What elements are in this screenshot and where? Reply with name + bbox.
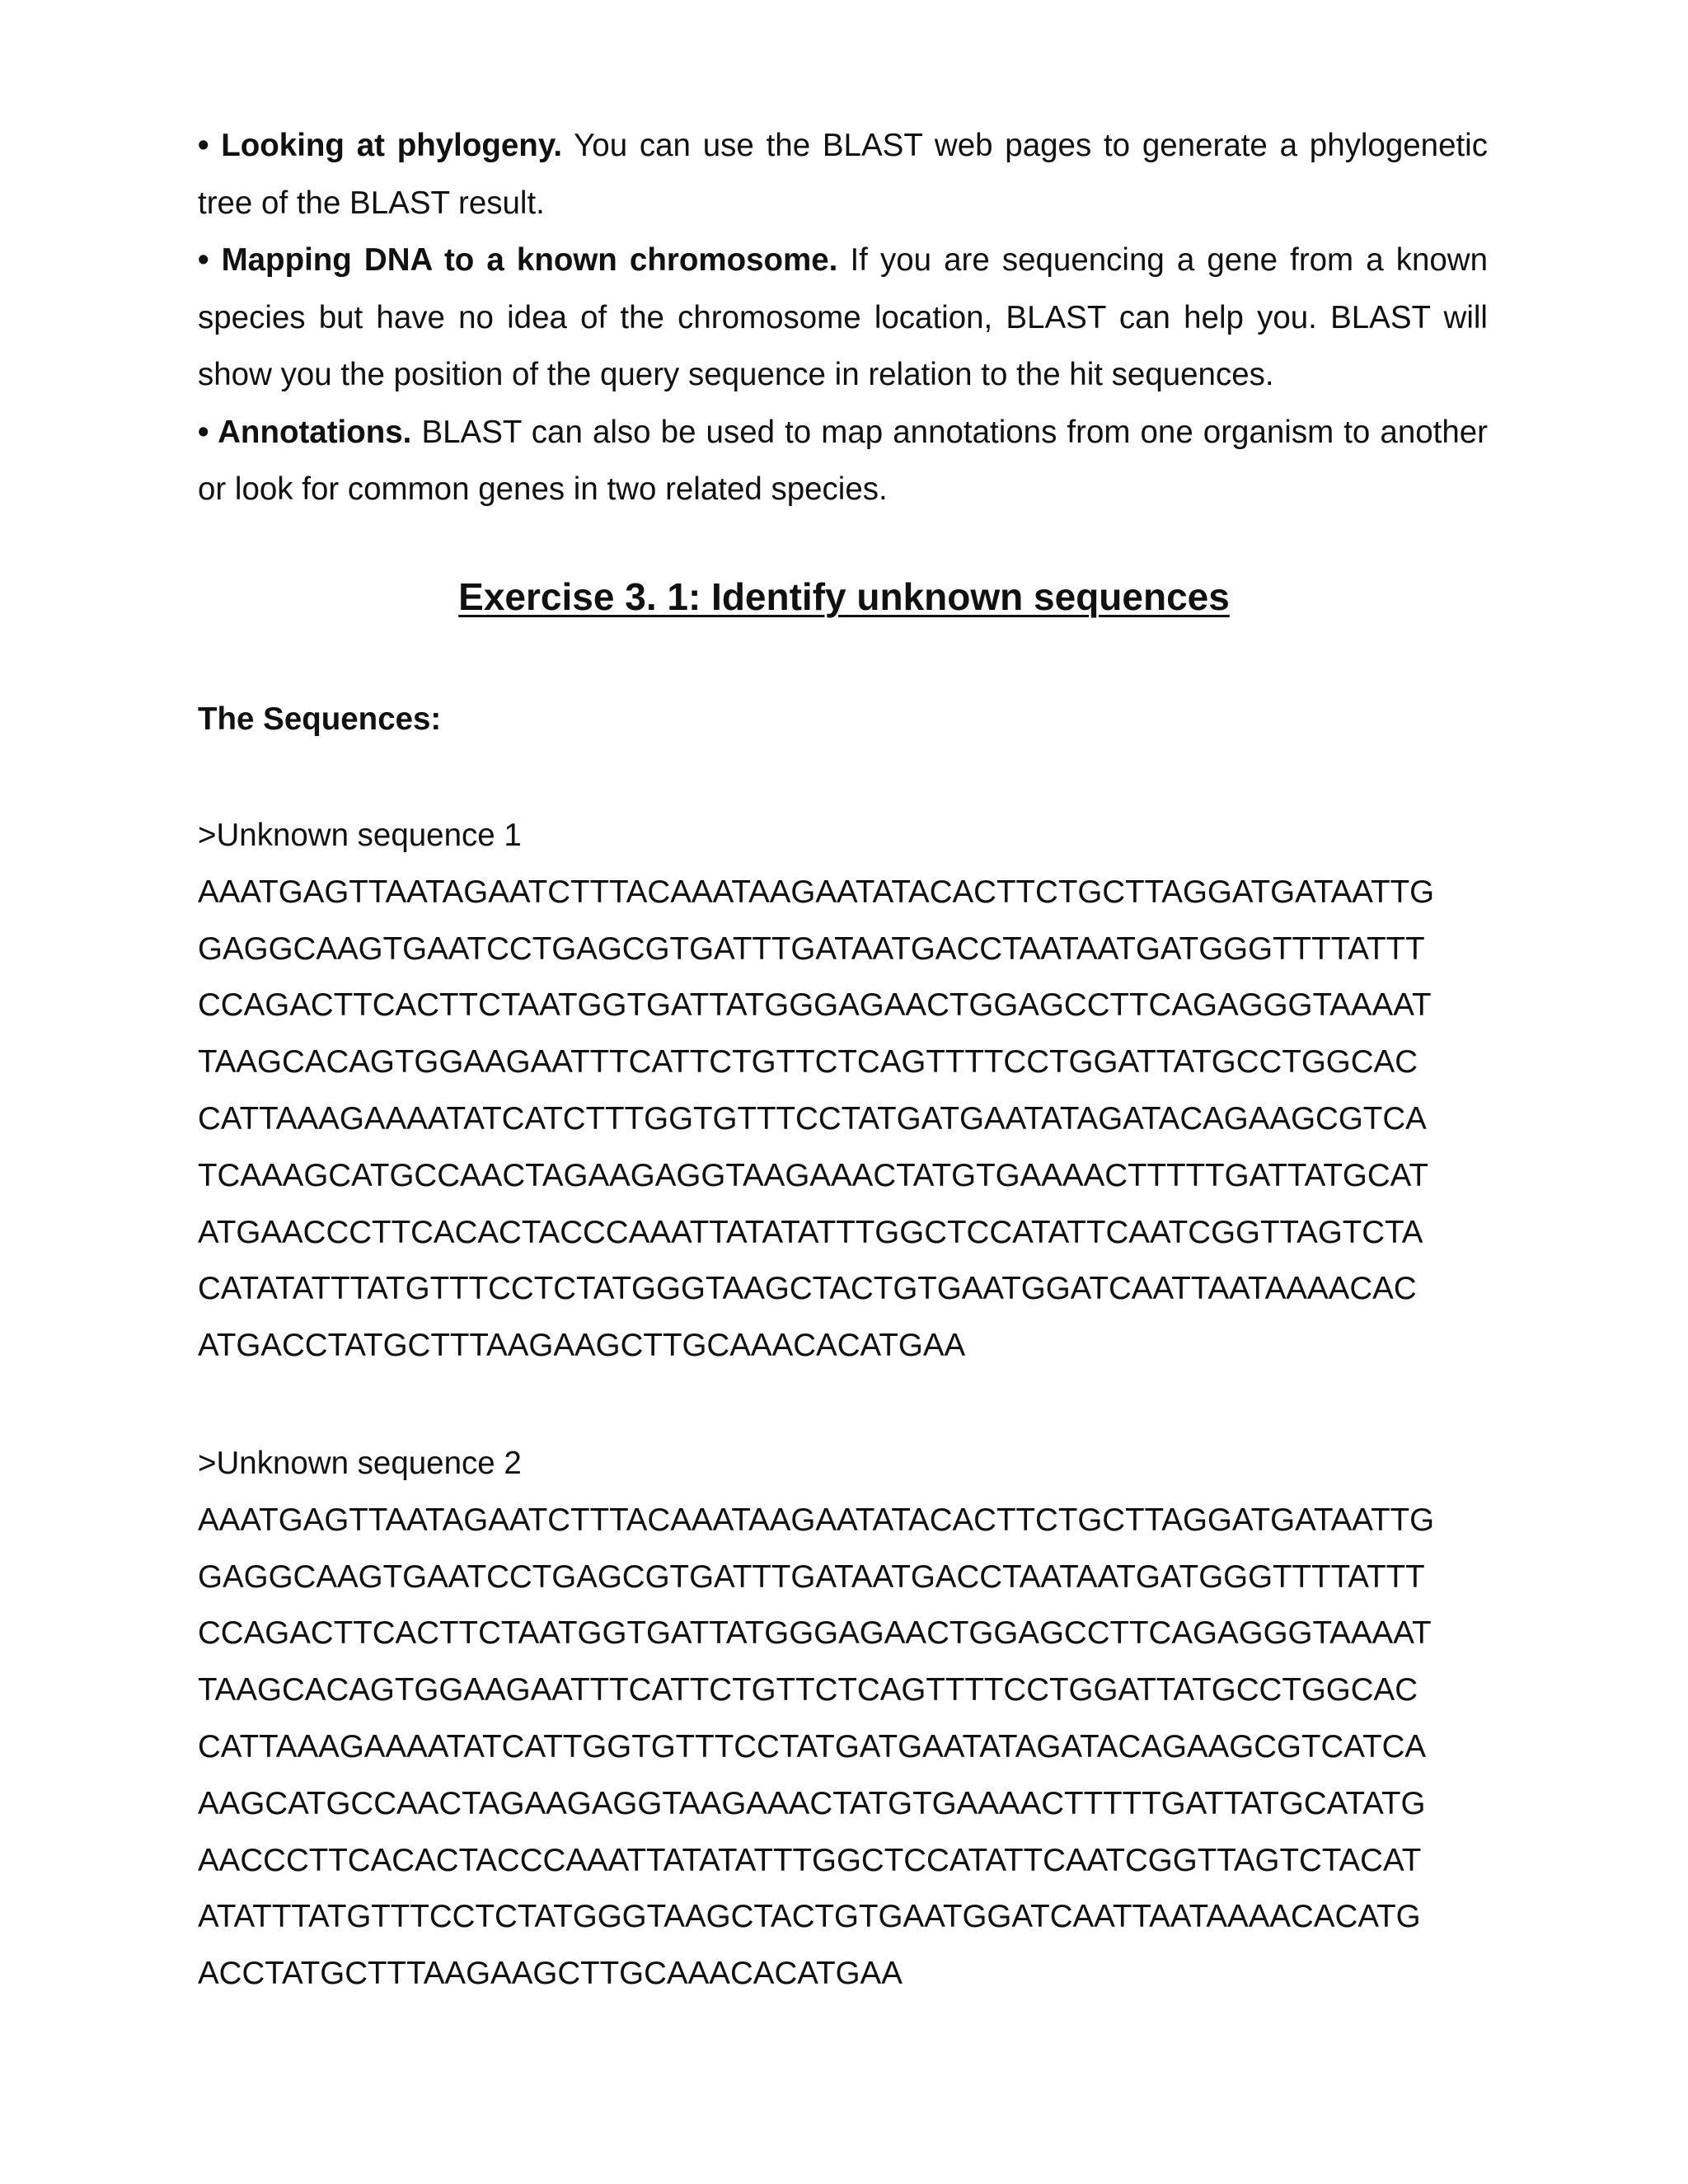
sequence-line: CATATATTTATGTTTCCTCTATGGGTAAGCTACTGTGAATGGATCAATTAATAAAACAC xyxy=(198,1271,1417,1307)
bullet-phylogeny xyxy=(198,117,1488,232)
sequence-line: ATGAACCCTTCACACTACCCAAATTATATATTTGGCTCCATATTCAATCGGTTAGTCTA xyxy=(198,1214,1423,1250)
bullet-annotations xyxy=(198,404,1488,518)
sequence-line: GAGGCAAGTGAATCCTGAGCGTGATTTGATAATGACCTAATAATGATGGGTTTTATTT xyxy=(198,930,1425,967)
sequence-line: CCAGACTTCACTTCTAATGGTGATTATGGGAGAACTGGAGCCTTCAGAGGGTAAAAT xyxy=(198,1615,1432,1652)
exercise-title: Exercise 3. 1: Identify unknown sequences xyxy=(458,575,1230,618)
sequence-line: CATTAAAGAAAATATCATTGGTGTTTCCTATGATGAATATAGATACAGAAGCGTCATCA xyxy=(198,1728,1427,1765)
bullet-mapping-dna xyxy=(198,232,1488,404)
sequence-line: ATATTTATGTTTCCTCTATGGGTAAGCTACTGTGAATGGATCAATTAATAAAACACATG xyxy=(198,1899,1421,1935)
sequence-line: AAGCATGCCAACTAGAAGAGGTAAGAAACTATGTGAAAACTTTTTGATTATGCATATG xyxy=(198,1785,1426,1821)
bullet-title: • Annotations. xyxy=(198,414,412,450)
bullet-title: • Mapping DNA to a known chromosome. xyxy=(198,242,838,278)
sequence-line: CATTAAAGAAAATATCATCTTTGGTGTTTCCTATGATGAATATAGATACAGAAGCGTCA xyxy=(198,1100,1427,1137)
sequence-line: TAAGCACAGTGGAAGAATTTCATTCTGTTCTCAGTTTTCCTGGATTATGCCTGGCAC xyxy=(198,1044,1418,1080)
sequences-heading: The Sequences: xyxy=(198,701,442,737)
sequence-line: TCAAAGCATGCCAACTAGAAGAGGTAAGAAACTATGTGAAAACTTTTTGATTATGCAT xyxy=(198,1157,1429,1193)
bullet-list xyxy=(198,117,1488,518)
sequence-header: >Unknown sequence 1 xyxy=(198,818,522,853)
bullet-title: • Looking at phylogeny. xyxy=(198,128,563,163)
sequence-header: >Unknown sequence 2 xyxy=(198,1446,522,1481)
sequence-line: AAATGAGTTAATAGAATCTTTACAAATAAGAATATACACTTCTGCTTAGGATGATAATTG xyxy=(198,874,1435,910)
bullet-text: If you are sequencing a gene from a known species but have no idea of the chromosome location, BLAST can help you. BLAST will show you the position of the query sequence in relation to the hit sequences. xyxy=(198,242,1489,392)
sequence-block-1 xyxy=(198,808,1517,1375)
sequence-line: ATGACCTATGCTTTAAGAAGCTTGCAAACACATGAA xyxy=(198,1328,966,1364)
bullet-text: You can use the BLAST web pages to generate a phylogenetic tree of the BLAST result. xyxy=(198,128,1488,221)
sequence-line: TAAGCACAGTGGAAGAATTTCATTCTGTTCTCAGTTTTCCTGGATTATGCCTGGCAC xyxy=(198,1672,1418,1708)
sequence-line: AAATGAGTTAATAGAATCTTTACAAATAAGAATATACACTTCTGCTTAGGATGATAATTG xyxy=(198,1502,1435,1538)
sequence-line: GAGGCAAGTGAATCCTGAGCGTGATTTGATAATGACCTAATAATGATGGGTTTTATTT xyxy=(198,1558,1425,1595)
sequence-block-2 xyxy=(198,1436,1517,2003)
sequence-line: AACCCTTCACACTACCCAAATTATATATTTGGCTCCATATTCAATCGGTTAGTCTACAT xyxy=(198,1842,1422,1878)
bullet-text: BLAST can also be used to map annotations from one organism to another or look for common genes in two related species. xyxy=(198,414,1488,507)
sequence-line: CCAGACTTCACTTCTAATGGTGATTATGGGAGAACTGGAGCCTTCAGAGGGTAAAAT xyxy=(198,987,1432,1024)
sequence-line: ACCTATGCTTTAAGAAGCTTGCAAACACATGAA xyxy=(198,1956,903,1992)
